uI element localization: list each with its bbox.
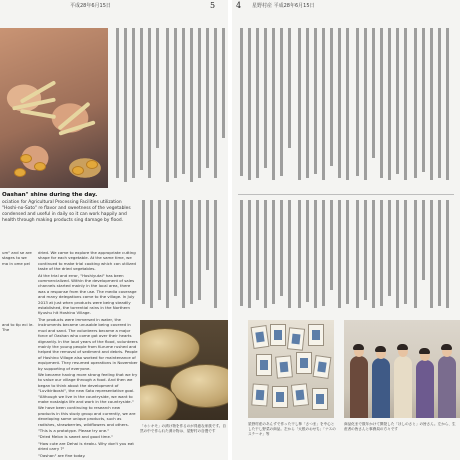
page-header-date: 星野村産 平成28年6月15日 xyxy=(252,3,315,9)
magazine-page-5 xyxy=(0,0,228,460)
english-paragraph: dried. We came to explore the appropriate cutting shape for each vegetable. At the same time, we continued to make trial cooking which can utilized taste of the dried vegetables. xyxy=(38,250,136,272)
page-number: 5 xyxy=(210,1,216,10)
women-photo-caption: 商品化まで数年かけて開発した「ほしのさと」の皆さん。左から、生産者の皆さんと事務局の方々です xyxy=(344,422,456,431)
japanese-article-column-top xyxy=(114,28,226,186)
english-paragraph: The products were immersed in water, the instruments became unusable being covered in mud and sand. The volunteers became a major force of Oashan who come got over their hearts dignantly. In the loud years of the flood, volunteers mainly the young people from Kurume rushed and helped the removal of sediment and debris. People of Hoshino Village also worked for maintenance of equipment. They resumed operations in November by supporting of everyone. xyxy=(38,316,138,371)
dried-vegetable-products-photo xyxy=(248,320,334,418)
english-paragraph: and to tip eci le. The xyxy=(2,322,34,333)
english-paragraph: "Dried Melon is sweet and good time." xyxy=(38,434,113,440)
english-paragraph: We became having more strong feeling that we try to value our village through a food. And then we began to think about the development of "Luvikiriboshi", the new Sato representative goal. "Although we live in the countryside, we want to make nostalgia life and work in the countryside." xyxy=(38,371,138,404)
english-article-title: Oashan" shine during the day. xyxy=(2,192,98,198)
pickle-jars-photo xyxy=(140,320,228,420)
page-number: 4 xyxy=(236,1,242,10)
english-paragraph: At the trial and error, "Hoshiyutai" has been commercialized. Within the development of sales channels started mainly in the local area, there was a response from the use. The media coverage and many delegations came to the village. In July 2013 at just when products were being steadily established, the torrential rains in the Northern Kyushu hit Hoshino Village. xyxy=(38,272,137,316)
japanese-article-column-middle xyxy=(140,200,226,312)
section-divider xyxy=(238,194,454,195)
magazine-page-4 xyxy=(232,0,460,460)
page-header-date: 平成28年6月15日 xyxy=(70,3,111,9)
english-paragraph: um" and se are stages to we ma in ome pel xyxy=(2,250,32,266)
english-article-subtitle: ociation for Agricultural Processing Facilities utilization "Hoshi-no-Sato" re flavor and sweetness of the vegetables condensed and useful in daily so it can work happily and health through making products sing damage by flood. xyxy=(2,200,131,223)
english-column-a-lower xyxy=(2,322,34,452)
english-column-b xyxy=(38,250,138,458)
english-paragraph: "How cute are Dehai is rieaku. Why don't you eat dried carry ?" xyxy=(38,440,134,452)
hands-holding-dried-vegetables-photo xyxy=(0,28,108,188)
english-column-a xyxy=(2,250,34,290)
women-group-photo xyxy=(344,320,460,418)
english-paragraph: We have been continuing to research new products in this study group and currently, we are developing some unique products, such as radishes, strawberries, wildflowers and others. xyxy=(38,405,136,427)
products-photo-caption: 星野村産のあんずで作った干し柿「さつま」を中心とした干し野菜の商品。左から「大根のおせち」「ナスのステーキ」等 xyxy=(248,422,336,436)
english-paragraph: "This is a prototype. Please try one." xyxy=(38,428,110,433)
jars-photo-caption: 「ホシキモ」の漬け物を作るのが得意な家族です。自然の中で作られた漬け物は、星野村の自慢です xyxy=(140,424,226,433)
japanese-article-block-middle xyxy=(238,200,456,312)
english-paragraph: "Oashan" are fine today. xyxy=(38,452,86,458)
japanese-article-block-top xyxy=(238,28,456,186)
